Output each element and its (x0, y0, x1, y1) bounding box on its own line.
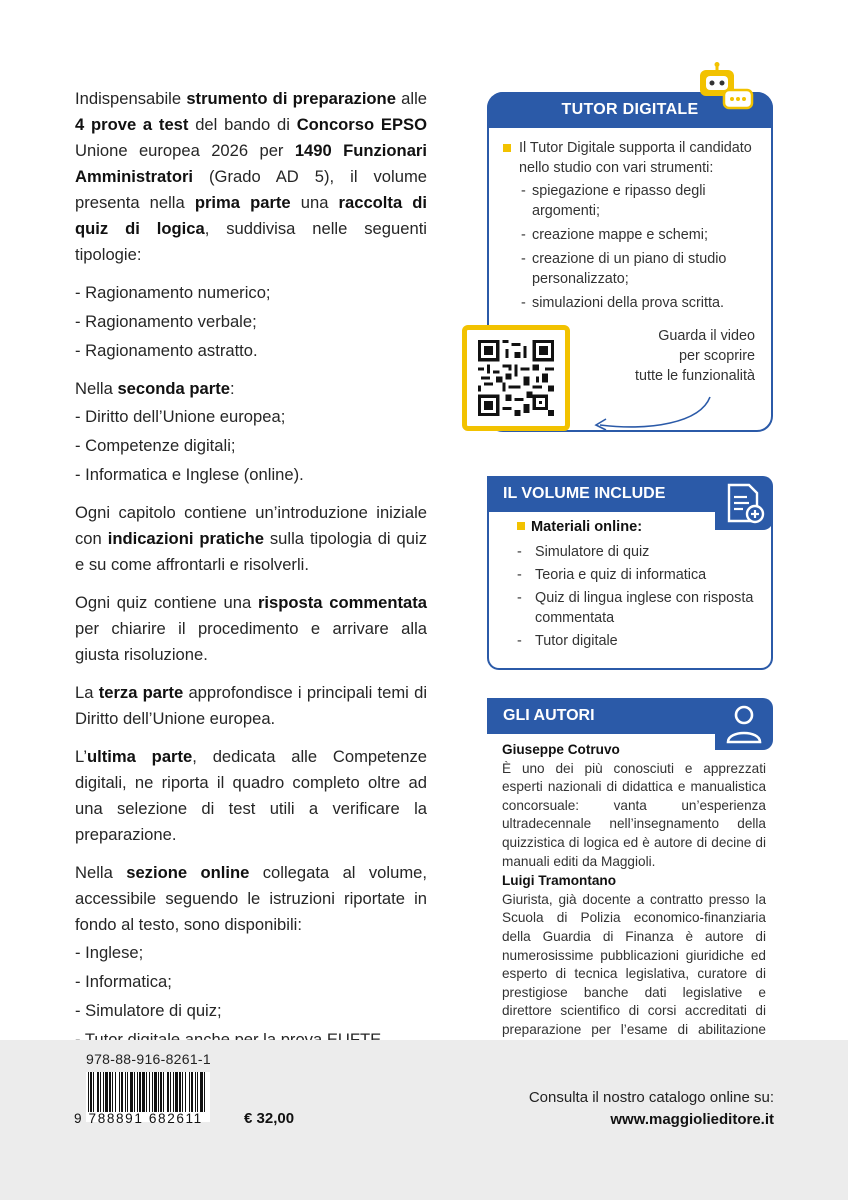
third-part-paragraph: La terza parte approfondisce i principali temi di Diritto dell’Unione europea. (75, 683, 428, 728)
list-item: - Ragionamento verbale; (75, 312, 257, 331)
list-item: - Informatica; (75, 972, 172, 991)
author-name: Luigi Tramontano (502, 873, 617, 889)
barcode-digits: 9 788891 682611 (74, 1111, 203, 1126)
authors-section (502, 741, 766, 1059)
list-item: - Simulatore di quiz (517, 542, 757, 562)
tutor-intro-text: Il Tutor Digitale supporta il candidato nello studio con vari strumenti: (519, 138, 769, 178)
list-item: - Ragionamento astratto. (75, 341, 258, 360)
last-part-paragraph: L’ultima parte, dedicata alle Competenze digitali, ne riporta il quadro completo oltre ad una selezione di test utili a verificare la preparazione. (75, 747, 427, 844)
list-item: - Informatica e Inglese (online). (75, 465, 304, 484)
isbn-number: 978-88-916-8261-1 (86, 1051, 211, 1067)
robot-chat-icon (694, 62, 756, 114)
tutor-features-list (521, 181, 761, 317)
logic-types-list (75, 280, 427, 364)
price: € 32,00 (244, 1110, 295, 1127)
list-item: - Competenze digitali; (75, 436, 236, 455)
description-column (75, 86, 427, 1065)
list-item: - spiegazione e ripasso degli argomenti; (521, 181, 761, 221)
online-paragraph: Nella sezione online collegata al volume, accessibile seguendo le istruzioni riportate in fondo al testo, sono disponibili: (75, 863, 427, 934)
author-bio: È uno dei più conosciuti e apprezzati esperti nazionali di didattica e manualistica concorsuale: vanta un’esperienza ultradecennale nell’insegnamento della quizzistica di logica ed è autore di decine di manuali editi da Maggioli. (502, 760, 766, 869)
volume-include-title: IL VOLUME INCLUDE (487, 476, 717, 512)
curved-arrow-icon (590, 395, 720, 435)
list-item: - creazione di un piano di studio personalizzato; (521, 249, 761, 289)
qr-code-frame[interactable] (462, 325, 570, 431)
chapters-paragraph: Ogni capitolo contiene un’introduzione iniziale con indicazioni pratiche sulla tipologia di quiz e su come affrontarli e risolverli. (75, 503, 427, 574)
second-part-paragraph: Nella seconda parte: (75, 379, 235, 398)
list-item: - Simulatore di quiz; (75, 1001, 222, 1020)
bullet-square-icon (517, 522, 525, 530)
catalog-text: Consulta il nostro catalogo online su: (528, 1089, 774, 1106)
second-part-list (75, 404, 427, 488)
author-bio: Giurista, già docente a contratto presso la Scuola di Polizia economico-finanziaria della Guardia di Finanza è autore di numerosissime pubblicazioni giuridiche ed esperto di tecnica legislativa, curatore di prestigiose banche dati legislative e direttore scientifico di corsi accreditati di preparazione per l’esame di abilitazione (502, 891, 766, 1037)
bullet-square-icon (503, 144, 511, 152)
list-item: - Tutor digitale (517, 631, 757, 651)
list-item: - Teoria e quiz di informatica (517, 565, 757, 585)
intro-paragraph: Indispensabile strumento di preparazione alle 4 prove a test del bando di Concorso EPSO Unione europea 2026 per 1490 Funzionari Amministratori (Grado AD 5), il volume presenta nella prima parte una raccolta di quiz di logica, suddivisa nelle seguenti tipologie: (75, 89, 428, 264)
list-item: - Ragionamento numerico; (75, 283, 271, 302)
materials-online-list (517, 542, 757, 654)
tutor-digitale-title: TUTOR DIGITALE (487, 92, 773, 128)
quiz-paragraph: Ogni quiz contiene una risposta commentata per chiarire il procedimento e arrivare alla giusta risoluzione. (75, 593, 427, 664)
catalog-link[interactable]: www.maggiolieditore.it (610, 1111, 774, 1128)
authors-title: GLI AUTORI (487, 698, 717, 734)
list-item: - Diritto dell’Unione europea; (75, 407, 286, 426)
list-item: - Inglese; (75, 943, 144, 962)
materials-online-title: Materiali online: (517, 519, 642, 535)
video-cta-text: Guarda il video per scoprire tutte le funzionalità (634, 328, 755, 384)
author-name: Giuseppe Cotruvo (502, 742, 620, 757)
list-item: - creazione mappe e schemi; (521, 225, 761, 245)
online-list (75, 940, 427, 1053)
list-item: - simulazioni della prova scritta. (521, 293, 761, 313)
qr-code-icon[interactable] (477, 340, 555, 416)
list-item: - Quiz di lingua inglese con risposta commentata (517, 588, 757, 628)
document-add-icon (715, 476, 773, 530)
